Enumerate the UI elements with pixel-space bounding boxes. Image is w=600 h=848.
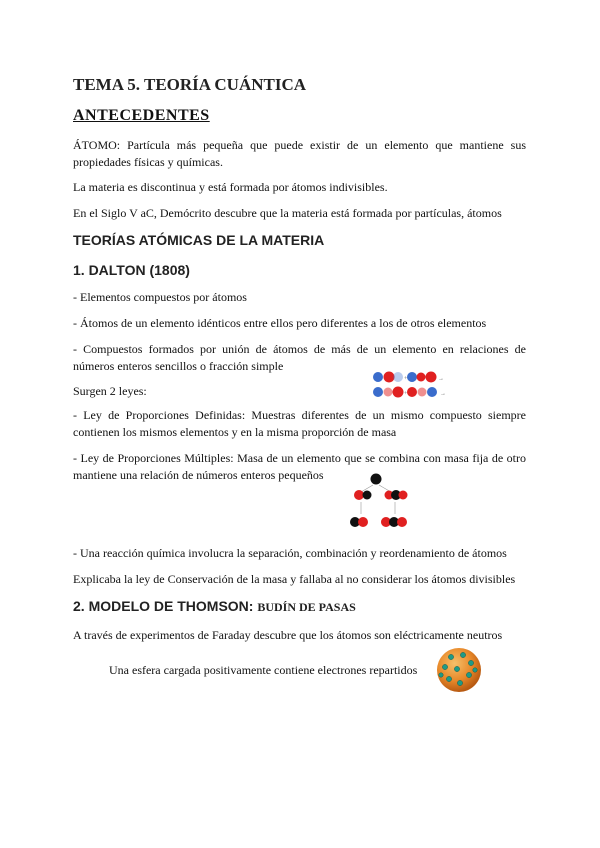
- proportions-diagram: [345, 470, 420, 535]
- molecule-bottom-left: [350, 517, 368, 527]
- thomson-heading-main: 2. MODELO DE THOMSON:: [73, 598, 258, 614]
- svg-text:+: +: [404, 391, 408, 397]
- page-title: TEMA 5. TEORÍA CUÁNTICA: [73, 75, 307, 94]
- molecule-co: [354, 490, 372, 500]
- molecule-row-2: [373, 387, 446, 398]
- molecule-bottom-right: [381, 517, 407, 527]
- dalton-bullet-3: - Compuestos formados por unión de átomos de más de un elemento en relaciones de números enteros sencillos o fracción simple: [73, 342, 526, 373]
- svg-text:→: →: [438, 376, 444, 382]
- teorias-heading: TEORÍAS ATÓMICAS DE LA MATERIA: [73, 232, 325, 248]
- leyes-intro: Surgen 2 leyes:: [73, 384, 147, 398]
- molecules-diagram: [368, 368, 458, 400]
- svg-text:+: +: [404, 376, 408, 382]
- thomson-heading: [73, 598, 356, 615]
- section-heading: ANTECEDENTES: [73, 107, 210, 124]
- dalton-bullet-1: - Elementos compuestos por átomos: [73, 290, 247, 304]
- democrito-paragraph: En el Siglo V aC, Demócrito descubre que la materia está formada por partículas, átomos: [73, 206, 502, 220]
- plum-pudding-model-image: [433, 645, 485, 695]
- thomson-heading-sub: BUDÍN DE PASAS: [257, 600, 356, 614]
- molecule-co2: [385, 490, 408, 500]
- esfera-paragraph: Una esfera cargada positivamente contiene electrones repartidos: [109, 663, 418, 677]
- dalton-heading: 1. DALTON (1808): [73, 262, 190, 278]
- atomo-definition: ÁTOMO: Partícula más pequeña que puede existir de un elemento que mantiene sus propiedades físicas y químicas.: [73, 138, 526, 169]
- materia-paragraph: La materia es discontinua y está formada por átomos indivisibles.: [73, 180, 388, 194]
- molecule-row-1: [373, 372, 444, 383]
- reaccion-quimica: - Una reacción química involucra la separación, combinación y reordenamiento de átomos: [73, 546, 507, 560]
- ley-proporciones-multiples: - Ley de Proporciones Múltiples: Masa de un elemento que se combina con masa fija de otro mantiene una relación de números enteros pequeños: [73, 451, 526, 482]
- ley-proporciones-definidas: - Ley de Proporciones Definidas: Muestras diferentes de un mismo compuesto siempre contienen los mismos elementos y en la misma proporción de masa: [73, 408, 526, 439]
- dalton-bullet-2: - Átomos de un elemento idénticos entre ellos pero diferentes a los de otros elementos: [73, 316, 487, 330]
- svg-text:→: →: [440, 391, 446, 397]
- conservacion-masa: Explicaba la ley de Conservación de la masa y fallaba al no considerar los átomos divisibles: [73, 572, 516, 586]
- faraday-paragraph: A través de experimentos de Faraday descubre que los átomos son eléctricamente neutros: [73, 628, 503, 642]
